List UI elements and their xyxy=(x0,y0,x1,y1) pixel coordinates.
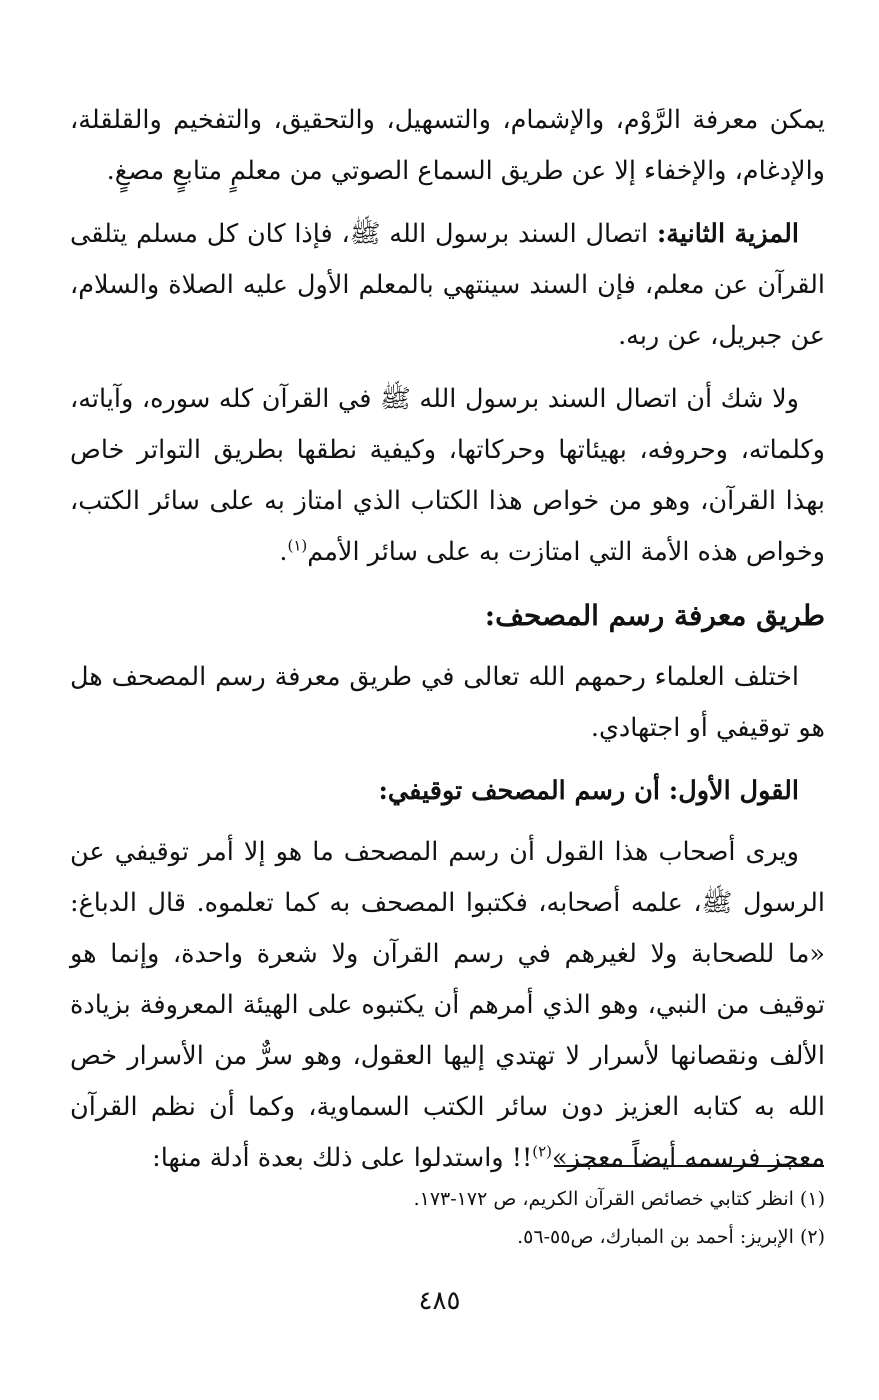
paragraph-2-text: اتصال السند برسول الله ﷺ، فإذا كان كل مسلم يتلقى القرآن عن معلم، فإن السند سينتهي بالمعلم الأول عليه الصلاة والسلام، عن جبريل، عن ربه. xyxy=(70,219,825,351)
footnotes xyxy=(70,1180,825,1256)
first-opinion-heading: القول الأول: أن رسم المصحف توقيفي: xyxy=(378,776,799,806)
footnote-divider xyxy=(554,1165,824,1167)
footnote-ref-1: (١) xyxy=(287,536,308,555)
second-merit-label: المزية الثانية: xyxy=(656,219,799,249)
footnote-ref-2: (٢) xyxy=(532,1142,552,1161)
paragraph-5-end: !! واستدلوا على ذلك بعدة أدلة منها: xyxy=(152,1143,533,1173)
section-heading: طريق معرفة رسم المصحف: xyxy=(484,599,825,632)
paragraph-5-text: ويرى أصحاب هذا القول أن رسم المصحف ما هو إلا أمر توقيفي عن الرسول ﷺ، علمه أصحابه، فكتبوا المصحف به كما تعلموه. قال الدباغ: «ما للصحابة ولا لغيرهم في رسم القرآن ولا شعرة واحدة، وإنما هو توقيف من النبي، وهو الذي أمرهم أن يكتبوه على الهيئة المعروفة بزيادة الألف ونقصانها لأسرار لا تهتدي إليها العقول، وهو سرٌّ من الأسرار خص الله به كتابه العزيز دون سائر الكتب السماوية، وكما أن نظم القرآن معجز فرسمه أيضاً معجز» xyxy=(70,837,826,1173)
paragraph-2 xyxy=(70,209,825,362)
footnote-2: (٢) الإبريز: أحمد بن المبارك، ص٥٥-٥٦. xyxy=(517,1226,825,1248)
paragraph-5 xyxy=(70,827,825,1184)
paragraph-1: يمكن معرفة الرَّوْم، والإشمام، والتسهيل، والتحقيق، والتفخيم والقلقلة، والإدغام، والإخفاء إلا عن طريق السماع الصوتي من معلمٍ متابعٍ مصغٍ. xyxy=(70,105,825,186)
paragraph-3-end: . xyxy=(279,537,288,567)
paragraph-3-text: ولا شك أن اتصال السند برسول الله ﷺ في القرآن كله سوره، وآياته، وكلماته، وحروفه، بهيئاتها وحركاتها، وكيفية نطقها بطريق التواتر خاص بهذا القرآن، وهو من خواص هذا الكتاب الذي امتاز به على سائر الكتب، وخواص هذه الأمة التي امتازت به على سائر الأمم xyxy=(70,384,825,567)
page-body xyxy=(70,95,825,1196)
paragraph-3 xyxy=(70,374,825,578)
footnote-1: (١) انظر كتابي خصائص القرآن الكريم، ص ١٧٢-١٧٣. xyxy=(413,1188,825,1210)
paragraph-4: اختلف العلماء رحمهم الله تعالى في طريق معرفة رسم المصحف هل هو توقيفي أو اجتهادي. xyxy=(70,662,825,743)
page-number: ٤٨٥ xyxy=(418,1286,461,1316)
